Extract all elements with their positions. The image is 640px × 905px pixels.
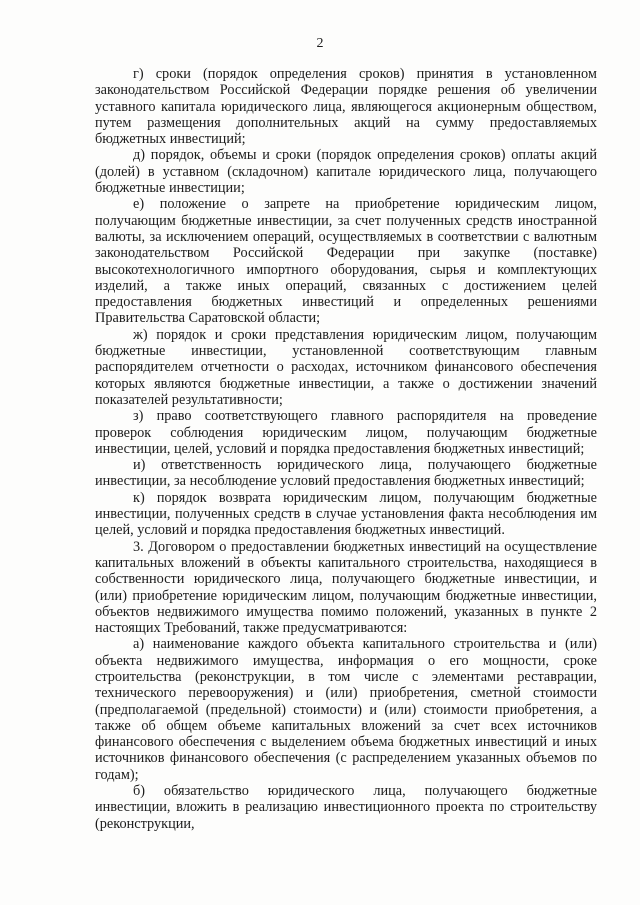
- document-body: [95, 66, 597, 832]
- paragraph-d-share-payment: д) порядок, объемы и сроки (порядок определения сроков) оплаты акций (долей) в уставном (складочном) капитале юридического лица, получающего бюджетные инвестиции;: [95, 147, 597, 197]
- paragraph-zh-reporting: ж) порядок и сроки представления юридическим лицом, получающим бюджетные инвестиции, установленной соответствующим главным распорядителем отчетности о расходах, источником финансового обеспечения которых являются бюджетные инвестиции, а также о достижении значений показателей результативности;: [95, 326, 597, 408]
- paragraph-i-responsibility: и) ответственность юридического лица, получающего бюджетные инвестиции, за несоблюдение условий предоставления бюджетных инвестиций;: [95, 457, 597, 490]
- paragraph-g-acquisition-capital-increase: г) сроки (порядок определения сроков) принятия в установленном законодательством Российской Федерации порядке решения об увеличении уставного капитала юридического лица, являющегося акционерным обществом, путем размещения дополнительных акций на сумму предоставляемых бюджетных инвестиций;: [95, 66, 597, 148]
- paragraph-k-refund-procedure: к) порядок возврата юридическим лицом, получающим бюджетные инвестиции, полученных средств в случае установления факта несоблюдения им целей, условий и порядка предоставления бюджетных инвестиций.: [95, 489, 597, 539]
- page-number: 2: [316, 36, 324, 51]
- paragraph-b-investment-obligation: б) обязательство юридического лица, получающего бюджетные инвестиции, вложить в реализацию инвестиционного проекта по строительству (реконструкции,: [95, 783, 597, 832]
- paragraph-3-capital-investment-agreement: 3. Договором о предоставлении бюджетных инвестиций на осуществление капитальных вложений в объекты капитального строительства, находящиеся в собственности юридического лица, получающего бюджетные инвестиции, и (или) приобретение юридическим лицом, получающим бюджетные инвестиции, объектов недвижимого имущества помимо положений, указанных в пункте 2 настоящих Требований, также предусматриваются:: [95, 538, 597, 637]
- paragraph-a-object-details: а) наименование каждого объекта капитального строительства и (или) объекта недвижимого имущества, информация о его мощности, сроке строительства (реконструкции, в том числе с элементами реставрации, технического перевооружения) и (или) приобретения, сметной стоимости (предполагаемой (предельной) стоимости) и (или) стоимости приобретения, а также об общем объеме капитальных вложений за счет всех источников финансового обеспечения с выделением объема бюджетных инвестиций и иных источников финансового обеспечения (с распределением указанных объемов по годам);: [95, 636, 597, 783]
- paragraph-e-currency-ban: е) положение о запрете на приобретение юридическим лицом, получающим бюджетные инвестиции, за счет полученных средств иностранной валюты, за исключением операций, осуществляемых в соответствии с валютным законодательством Российской Федерации при закупке (поставке) высокотехнологичного импортного оборудования, сырья и комплектующих изделий, а также иных операций, связанных с достижением целей предоставления бюджетных инвестиций и определенных решениями Правительства Саратовской области;: [95, 196, 597, 327]
- paragraph-z-inspection-right: з) право соответствующего главного распорядителя на проведение проверок соблюдения юридическим лицом, получающим бюджетные инвестиции, целей, условий и порядка предоставления бюджетных инвестиций;: [95, 408, 597, 457]
